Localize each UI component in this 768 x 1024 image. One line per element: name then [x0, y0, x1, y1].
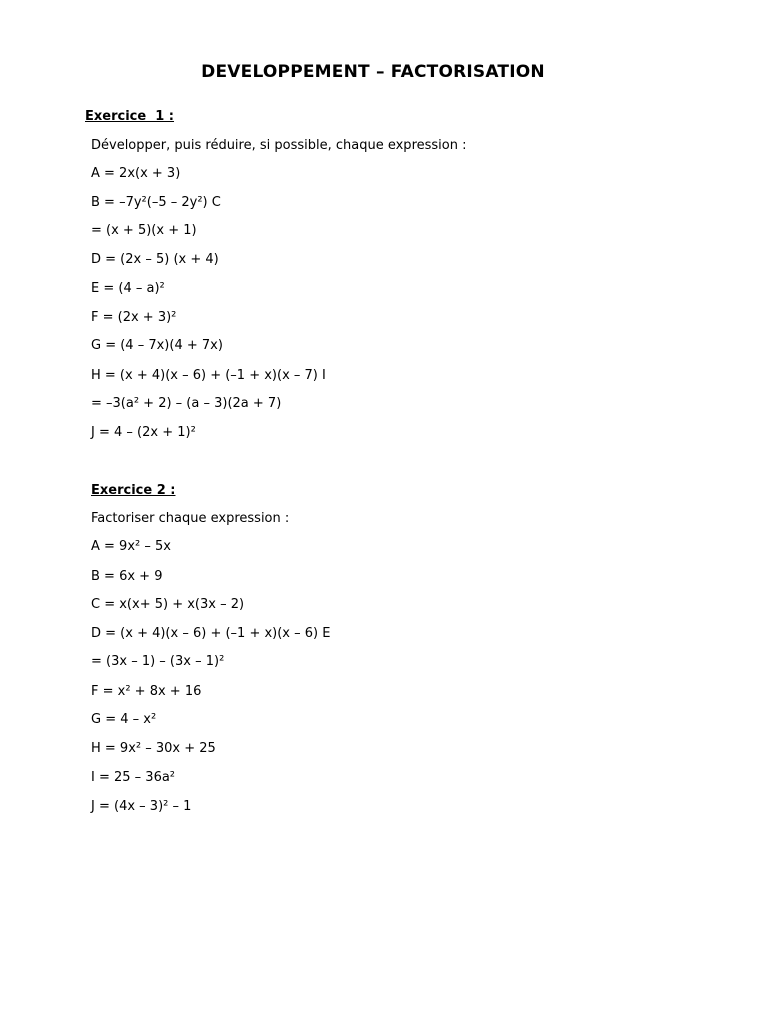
exercise-2-line: F = x² + 8x + 16	[91, 684, 202, 699]
exercise-2-instruction: Factoriser chaque expression :	[91, 511, 290, 526]
exercise-2-line: I = 25 – 36a²	[91, 770, 176, 785]
exercise-1-line: = (x + 5)(x + 1)	[91, 223, 197, 238]
exercise-2-line: = (3x – 1) – (3x – 1)²	[91, 654, 225, 669]
exercise-2-line: C = x(x+ 5) + x(3x – 2)	[91, 597, 245, 612]
exercise-2-line: G = 4 – x²	[91, 712, 157, 727]
exercise-2-line: A = 9x² – 5x	[91, 539, 171, 554]
exercise-1-line: A = 2x(x + 3)	[91, 166, 181, 181]
exercise-1-line: G = (4 – 7x)(4 + 7x)	[91, 338, 223, 353]
exercise-2-line: D = (x + 4)(x – 6) + (–1 + x)(x – 6) E	[91, 626, 331, 641]
exercise-2-line: B = 6x + 9	[91, 569, 163, 584]
document-title: DEVELOPPEMENT – FACTORISATION	[201, 62, 545, 82]
exercise-2-heading: Exercice 2 :	[91, 483, 176, 498]
exercise-1-line: = –3(a² + 2) – (a – 3)(2a + 7)	[91, 396, 282, 411]
exercise-1-line: D = (2x – 5) (x + 4)	[91, 252, 219, 267]
exercise-2-line: H = 9x² – 30x + 25	[91, 741, 216, 756]
exercise-1-line: B = –7y²(–5 – 2y²) C	[91, 195, 221, 210]
exercise-1-instruction: Développer, puis réduire, si possible, chaque expression :	[91, 138, 467, 153]
exercise-1-line: E = (4 – a)²	[91, 281, 165, 296]
exercise-1-line: H = (x + 4)(x – 6) + (–1 + x)(x – 7) I	[91, 368, 326, 383]
exercise-1-line: F = (2x + 3)²	[91, 310, 177, 325]
exercise-1-heading: Exercice 1 :	[85, 109, 175, 124]
exercise-2-line: J = (4x – 3)² – 1	[91, 799, 192, 814]
exercise-1-line: J = 4 – (2x + 1)²	[91, 425, 196, 440]
